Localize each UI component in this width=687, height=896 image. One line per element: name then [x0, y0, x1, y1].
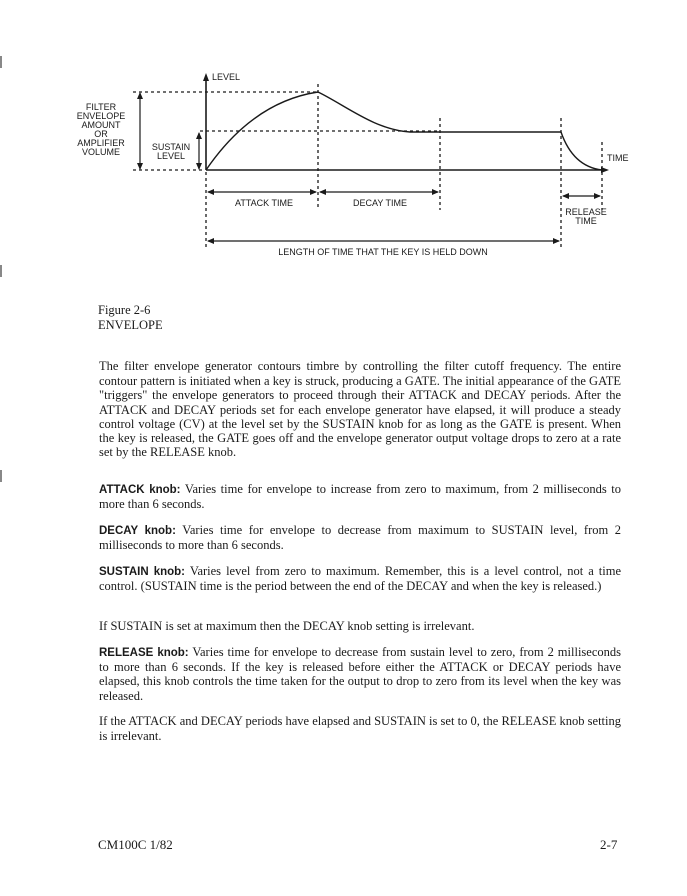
paragraph-release — [99, 645, 621, 703]
level-axis-arrow — [203, 73, 209, 81]
left-label-4: OR — [94, 129, 108, 139]
left-label-5: AMPLIFIER — [77, 138, 125, 148]
para-text: If SUSTAIN is set at maximum then the DECAY knob setting is irrelevant. — [99, 619, 475, 633]
level-label: LEVEL — [212, 72, 241, 82]
scan-edge-mark — [0, 56, 2, 68]
paragraph-sustain-note — [99, 619, 621, 634]
paragraph-decay — [99, 523, 621, 552]
paragraph-attack — [99, 482, 621, 511]
attack-time-label: ATTACK TIME — [234, 198, 294, 208]
envelope-diagram — [0, 0, 687, 270]
left-label-6: VOLUME — [81, 147, 121, 157]
sustain-label-2: LEVEL — [156, 151, 186, 161]
scan-edge-mark — [0, 265, 2, 277]
key-held-label: LENGTH OF TIME THAT THE KEY IS HELD DOWN — [278, 247, 488, 257]
paragraph-release-note — [99, 714, 621, 743]
sustain-label-1: SUSTAIN — [151, 142, 191, 152]
left-label-2: ENVELOPE — [76, 111, 126, 121]
para-lead: DECAY knob: — [99, 525, 176, 537]
para-lead: SUSTAIN knob: — [99, 566, 186, 578]
left-label-1: FILTER — [85, 102, 117, 112]
figure-caption — [98, 303, 163, 333]
para-lead: ATTACK knob: — [99, 484, 181, 496]
release-label-2: TIME — [575, 216, 597, 226]
para-text: Varies time for envelope to decrease from sustain level to zero, from 2 milliseconds to more than 6 seconds. If the key is released before either the ATTACK or DECAY periods have elapsed, this knob controls the time taken for the output to drop to zero from its level when the key was released. — [99, 645, 621, 703]
time-label: TIME — [607, 153, 629, 163]
para-lead: RELEASE knob: — [99, 647, 189, 659]
para-text: Varies time for envelope to decrease from maximum to SUSTAIN level, from 2 milliseconds to more than 6 seconds. — [99, 523, 621, 553]
release-label-1: RELEASE — [565, 207, 607, 217]
figure-title: ENVELOPE — [98, 318, 163, 332]
scan-edge-mark — [0, 470, 2, 482]
footer-page-number: 2-7 — [600, 837, 618, 852]
paragraph-intro — [99, 359, 621, 459]
paragraph-sustain — [99, 564, 621, 593]
para-text: Varies time for envelope to increase from zero to maximum, from 2 milliseconds to more than 6 seconds. — [99, 482, 621, 512]
left-label-3: AMOUNT — [81, 120, 121, 130]
decay-time-label: DECAY TIME — [352, 198, 408, 208]
para-text: Varies level from zero to maximum. Remember, this is a level control, not a time control. (SUSTAIN time is the period between the end of the DECAY and when the key is released.) — [99, 564, 621, 594]
envelope-curve — [206, 92, 602, 170]
para-text: The filter envelope generator contours timbre by controlling the filter cutoff frequency. The entire contour pattern is initiated when a key is struck, producing a GATE. The initial appearance of the GATE "triggers" the envelope generators to proceed through their ATTACK and DECAY periods. After the ATTACK and DECAY periods set for each envelope generator have elapsed, it will produce a steady control voltage (CV) at the level set by the SUSTAIN knob for as long as the GATE is present. When the key is released, the GATE goes off and the envelope generator output voltage drops to zero at a rate set by the RELEASE knob. — [99, 359, 621, 460]
para-text: If the ATTACK and DECAY periods have elapsed and SUSTAIN is set to 0, the RELEASE knob setting is irrelevant. — [99, 714, 621, 744]
figure-number: Figure 2-6 — [98, 303, 151, 317]
footer-doc-id: CM100C 1/82 — [98, 837, 173, 852]
